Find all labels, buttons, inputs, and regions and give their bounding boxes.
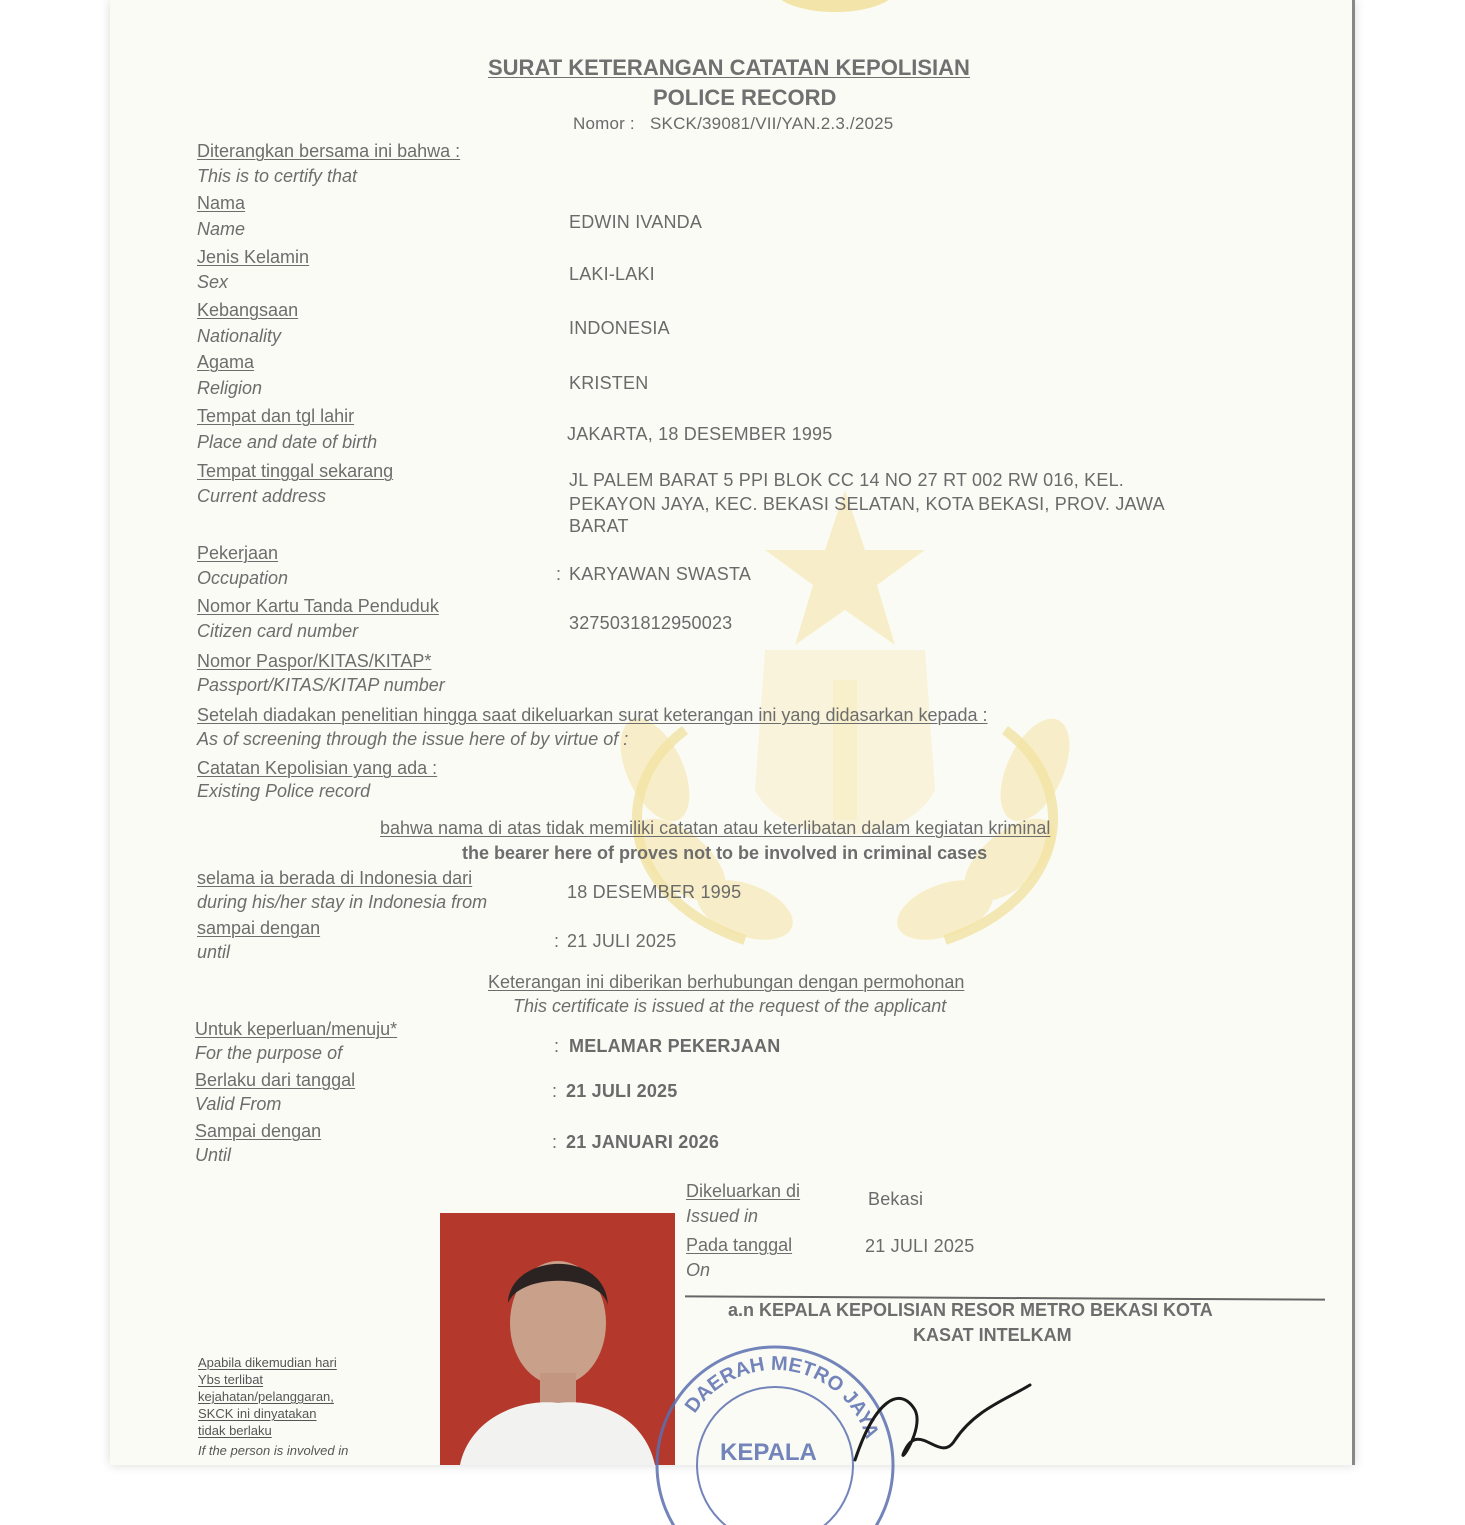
purpose-label-en: For the purpose of — [195, 1043, 343, 1063]
birth-value: JAKARTA, 18 DESEMBER 1995 — [567, 424, 833, 444]
ktp-label: Nomor Kartu Tanda Penduduk — [197, 596, 439, 616]
scan-edge — [1352, 0, 1355, 1465]
footnote-line-6: If the person is involved in — [198, 1443, 349, 1458]
stay-from-label-en: during his/her stay in Indonesia from — [197, 892, 488, 912]
handwritten-signature — [845, 1380, 1045, 1470]
sex-value: LAKI-LAKI — [569, 264, 655, 284]
sex-label: Jenis Kelamin — [197, 247, 310, 267]
stay-from-label: selama ia berada di Indonesia dari — [197, 868, 473, 888]
document-number: SKCK/39081/VII/YAN.2.3./2025 — [650, 114, 894, 133]
valid-from-colon: : — [552, 1081, 558, 1101]
footnote-line-1: Apabila dikemudian hari — [198, 1355, 337, 1370]
stay-until-value: 21 JULI 2025 — [567, 931, 677, 951]
birth-label-en: Place and date of birth — [197, 432, 378, 452]
request-text-en: This certificate is issued at the request of the applicant — [513, 996, 947, 1016]
authority-line-1: a.n KEPALA KEPOLISIAN RESOR METRO BEKASI KOTA — [728, 1300, 1213, 1320]
valid-until-label: Sampai dengan — [195, 1121, 322, 1141]
stay-until-label: sampai dengan — [197, 918, 321, 938]
passport-label: Nomor Paspor/KITAS/KITAP* — [197, 651, 432, 671]
occupation-label-en: Occupation — [197, 568, 289, 588]
issued-place-label: Dikeluarkan di — [686, 1181, 801, 1201]
footnote-line-3: kejahatan/pelanggaran, — [198, 1389, 334, 1404]
top-emblem-fragment — [770, 0, 900, 20]
stay-until-colon: : — [554, 931, 560, 951]
address-line-3: BARAT — [569, 516, 629, 536]
valid-until-label-en: Until — [195, 1145, 232, 1165]
name-label: Nama — [197, 193, 246, 213]
police-record-label-en: Existing Police record — [197, 781, 371, 801]
address-line-1: JL PALEM BARAT 5 PPI BLOK CC 14 NO 27 RT 002 RW 016, KEL. — [569, 470, 1124, 490]
purpose-value: MELAMAR PEKERJAAN — [569, 1036, 781, 1056]
address-label-en: Current address — [197, 486, 327, 506]
title-english: POLICE RECORD — [653, 85, 837, 110]
name-label-en: Name — [197, 219, 246, 239]
issued-place-label-en: Issued in — [686, 1206, 759, 1226]
sex-label-en: Sex — [197, 272, 229, 292]
nationality-label: Kebangsaan — [197, 300, 299, 320]
valid-from-value: 21 JULI 2025 — [566, 1081, 678, 1101]
footnote-line-5: tidak berlaku — [198, 1423, 272, 1438]
statement-id: bahwa nama di atas tidak memiliki catatan atau keterlibatan dalam kegiatan kriminal — [380, 818, 1051, 838]
occupation-value: KARYAWAN SWASTA — [569, 564, 752, 584]
screening-text-en: As of screening through the issue here of by virtue of : — [197, 729, 629, 749]
nationality-label-en: Nationality — [197, 326, 282, 346]
statement-en: the bearer here of proves not to be involved in criminal cases — [462, 843, 988, 863]
issued-date-value: 21 JULI 2025 — [865, 1236, 975, 1256]
purpose-colon: : — [554, 1036, 560, 1056]
nationality-value: INDONESIA — [569, 318, 670, 338]
religion-value: KRISTEN — [569, 373, 649, 393]
issued-date-label-en: On — [686, 1260, 711, 1280]
passport-label-en: Passport/KITAS/KITAP number — [197, 675, 445, 695]
religion-label: Agama — [197, 352, 255, 372]
purpose-label: Untuk keperluan/menuju* — [195, 1019, 398, 1039]
valid-from-label: Berlaku dari tanggal — [195, 1070, 356, 1090]
valid-until-colon: : — [552, 1132, 558, 1152]
intro-text-en: This is to certify that — [197, 166, 358, 186]
occupation-colon: : — [556, 564, 562, 584]
birth-label: Tempat dan tgl lahir — [197, 406, 355, 426]
screening-text-id: Setelah diadakan penelitian hingga saat dikeluarkan surat keterangan ini yang didasarkan kepada : — [197, 705, 988, 725]
valid-until-value: 21 JANUARI 2026 — [566, 1132, 720, 1152]
seal-arc-text: DAERAH METRO JAYA — [680, 1352, 883, 1442]
religion-label-en: Religion — [197, 378, 263, 398]
police-record-label: Catatan Kepolisian yang ada : — [197, 758, 438, 778]
address-line-2: PEKAYON JAYA, KEC. BEKASI SELATAN, KOTA BEKASI, PROV. JAWA — [569, 494, 1165, 514]
valid-from-label-en: Valid From — [195, 1094, 282, 1114]
seal-center-text: KEPALA — [720, 1439, 817, 1466]
stay-from-value: 18 DESEMBER 1995 — [567, 882, 742, 902]
title-indonesian: SURAT KETERANGAN CATATAN KEPOLISIAN — [488, 55, 970, 80]
authority-line-2: KASAT INTELKAM — [913, 1325, 1072, 1345]
stay-until-label-en: until — [197, 942, 231, 962]
issued-date-label: Pada tanggal — [686, 1235, 793, 1255]
ktp-value: 3275031812950023 — [569, 613, 733, 633]
occupation-label: Pekerjaan — [197, 543, 279, 563]
footnote-line-4: SKCK ini dinyatakan — [198, 1406, 317, 1421]
ktp-label-en: Citizen card number — [197, 621, 359, 641]
document-number-label: Nomor : — [573, 114, 635, 133]
footnote-line-2: Ybs terlibat — [198, 1372, 264, 1387]
intro-text-id: Diterangkan bersama ini bahwa : — [197, 141, 461, 161]
issued-place-value: Bekasi — [868, 1189, 924, 1209]
name-value: EDWIN IVANDA — [569, 212, 703, 232]
address-label: Tempat tinggal sekarang — [197, 461, 394, 481]
request-text-id: Keterangan ini diberikan berhubungan dengan permohonan — [488, 972, 965, 992]
